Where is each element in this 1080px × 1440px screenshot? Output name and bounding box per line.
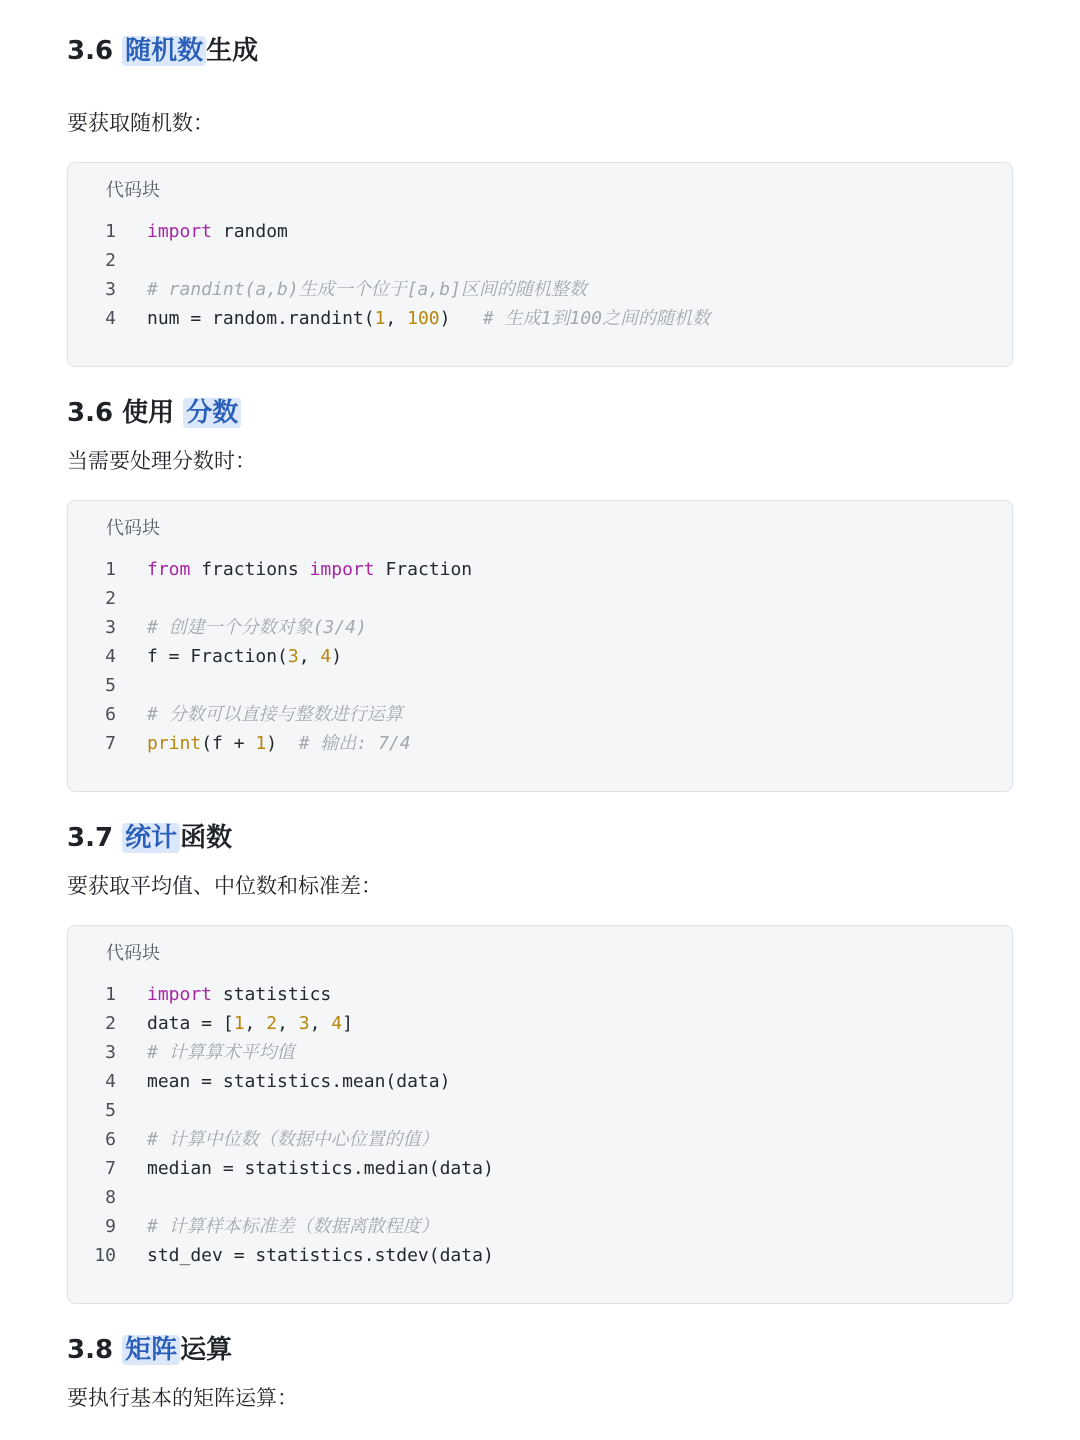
code-token: (f + xyxy=(201,733,256,754)
code-line xyxy=(68,1009,1012,1038)
code-line xyxy=(68,246,1012,275)
code-lines xyxy=(68,217,1012,333)
line-number: 3 xyxy=(105,617,116,638)
section-heading-random xyxy=(67,34,258,68)
code-block xyxy=(67,162,1013,367)
code-line xyxy=(68,1212,1012,1241)
code-token: 3 xyxy=(298,1013,310,1034)
code-token: ] xyxy=(342,1013,353,1034)
line-number: 2 xyxy=(105,588,116,609)
line-number: 5 xyxy=(105,1100,116,1121)
code-line xyxy=(68,555,1012,584)
heading-prefix: 使用 xyxy=(122,398,175,428)
heading-number: 3.7 xyxy=(67,823,114,853)
line-number: 7 xyxy=(105,1158,116,1179)
code-token: 1 xyxy=(374,308,386,329)
line-number: 8 xyxy=(105,1187,116,1208)
code-text xyxy=(147,555,472,584)
code-text xyxy=(147,275,587,304)
code-token: mean = statistics.mean(data) xyxy=(147,1071,451,1092)
heading-number: 3.6 xyxy=(67,398,114,428)
code-line xyxy=(68,700,1012,729)
code-line xyxy=(68,304,1012,333)
code-line xyxy=(68,671,1012,700)
code-block-title: 代码块 xyxy=(106,518,160,539)
code-token: , xyxy=(309,1013,332,1034)
line-number: 1 xyxy=(105,984,116,1005)
code-line xyxy=(68,980,1012,1009)
code-token: Fraction xyxy=(374,559,473,580)
code-token: # 分数可以直接与整数进行运算 xyxy=(147,704,403,725)
code-token: , xyxy=(385,308,408,329)
line-number: 2 xyxy=(105,1013,116,1034)
section-heading-statistics xyxy=(67,821,232,855)
code-text xyxy=(147,304,710,333)
code-token: data = [ xyxy=(147,1013,234,1034)
code-token: random xyxy=(212,221,288,242)
heading-suffix: 函数 xyxy=(180,823,233,853)
code-text xyxy=(147,217,288,246)
code-line xyxy=(68,584,1012,613)
code-line xyxy=(68,1241,1012,1270)
line-number: 6 xyxy=(105,1129,116,1150)
code-token: f = Fraction( xyxy=(147,646,288,667)
code-token: # 生成1到100之间的随机数 xyxy=(482,308,711,329)
code-line xyxy=(68,1154,1012,1183)
code-token: , xyxy=(244,1013,267,1034)
code-token: , xyxy=(298,646,321,667)
heading-highlight: 统计 xyxy=(122,823,180,853)
line-number: 10 xyxy=(94,1245,116,1266)
code-token: # 创建一个分数对象(3/4) xyxy=(147,617,367,638)
heading-number: 3.8 xyxy=(67,1335,114,1365)
code-line xyxy=(68,217,1012,246)
code-token: import xyxy=(147,221,213,242)
code-token: 2 xyxy=(266,1013,278,1034)
code-text xyxy=(147,1125,439,1154)
code-token: import xyxy=(147,984,213,1005)
code-text xyxy=(147,980,331,1009)
code-token: # 计算算术平均值 xyxy=(147,1042,295,1063)
code-token: # 计算样本标准差（数据离散程度） xyxy=(147,1216,439,1237)
code-text xyxy=(147,613,367,642)
line-number: 2 xyxy=(105,250,116,271)
code-line xyxy=(68,1183,1012,1212)
line-number: 1 xyxy=(105,559,116,580)
code-text xyxy=(147,1154,494,1183)
code-text xyxy=(147,1067,450,1096)
code-token: statistics xyxy=(212,984,332,1005)
code-text xyxy=(147,1212,439,1241)
code-text xyxy=(147,729,411,758)
heading-number: 3.6 xyxy=(67,36,114,66)
heading-highlight: 矩阵 xyxy=(122,1335,180,1365)
heading-highlight: 分数 xyxy=(183,398,241,428)
code-text xyxy=(147,700,403,729)
code-text xyxy=(147,1241,494,1270)
code-text xyxy=(147,1009,353,1038)
section-intro: 要获取随机数： xyxy=(67,111,214,135)
code-block xyxy=(67,500,1013,792)
code-token: # 计算中位数（数据中心位置的值） xyxy=(147,1129,439,1150)
code-token: ) xyxy=(266,733,299,754)
code-token: 4 xyxy=(320,646,332,667)
code-block xyxy=(67,925,1013,1304)
code-line xyxy=(68,613,1012,642)
code-line xyxy=(68,1067,1012,1096)
line-number: 3 xyxy=(105,1042,116,1063)
code-line xyxy=(68,1096,1012,1125)
code-token: median = statistics.median(data) xyxy=(147,1158,494,1179)
code-token: # 输出: 7/4 xyxy=(298,733,411,754)
code-token: import xyxy=(309,559,375,580)
code-token: print xyxy=(147,733,202,754)
code-lines xyxy=(68,555,1012,758)
line-number: 9 xyxy=(105,1216,116,1237)
code-token: std_dev = statistics.stdev(data) xyxy=(147,1245,494,1266)
code-token: fractions xyxy=(190,559,310,580)
code-block-title: 代码块 xyxy=(106,180,160,201)
line-number: 4 xyxy=(105,1071,116,1092)
heading-suffix: 运算 xyxy=(180,1335,233,1365)
code-token: 4 xyxy=(331,1013,343,1034)
code-token: from xyxy=(147,559,191,580)
heading-highlight: 随机数 xyxy=(122,36,206,66)
code-token: ) xyxy=(439,308,483,329)
section-intro: 当需要处理分数时： xyxy=(67,449,256,473)
code-line xyxy=(68,1038,1012,1067)
code-lines xyxy=(68,980,1012,1270)
code-token: 1 xyxy=(233,1013,245,1034)
code-text xyxy=(147,1038,295,1067)
line-number: 4 xyxy=(105,308,116,329)
line-number: 5 xyxy=(105,675,116,696)
line-number: 3 xyxy=(105,279,116,300)
line-number: 6 xyxy=(105,704,116,725)
section-intro: 要执行基本的矩阵运算： xyxy=(67,1386,298,1410)
code-line xyxy=(68,642,1012,671)
code-token: num = random.randint( xyxy=(147,308,375,329)
code-token: 100 xyxy=(407,308,440,329)
code-line xyxy=(68,729,1012,758)
code-block-title: 代码块 xyxy=(106,943,160,964)
heading-suffix: 生成 xyxy=(206,36,259,66)
code-token: 3 xyxy=(287,646,299,667)
line-number: 7 xyxy=(105,733,116,754)
section-heading-fractions xyxy=(67,396,241,430)
code-line xyxy=(68,275,1012,304)
code-token: , xyxy=(277,1013,299,1034)
code-token: 1 xyxy=(255,733,267,754)
line-number: 1 xyxy=(105,221,116,242)
section-heading-matrix xyxy=(67,1333,232,1367)
code-token: ) xyxy=(331,646,343,667)
section-intro: 要获取平均值、中位数和标准差： xyxy=(67,874,382,898)
line-number: 4 xyxy=(105,646,116,667)
code-token: # randint(a,b)生成一个位于[a,b]区间的随机整数 xyxy=(147,279,587,300)
code-text xyxy=(147,642,342,671)
code-line xyxy=(68,1125,1012,1154)
